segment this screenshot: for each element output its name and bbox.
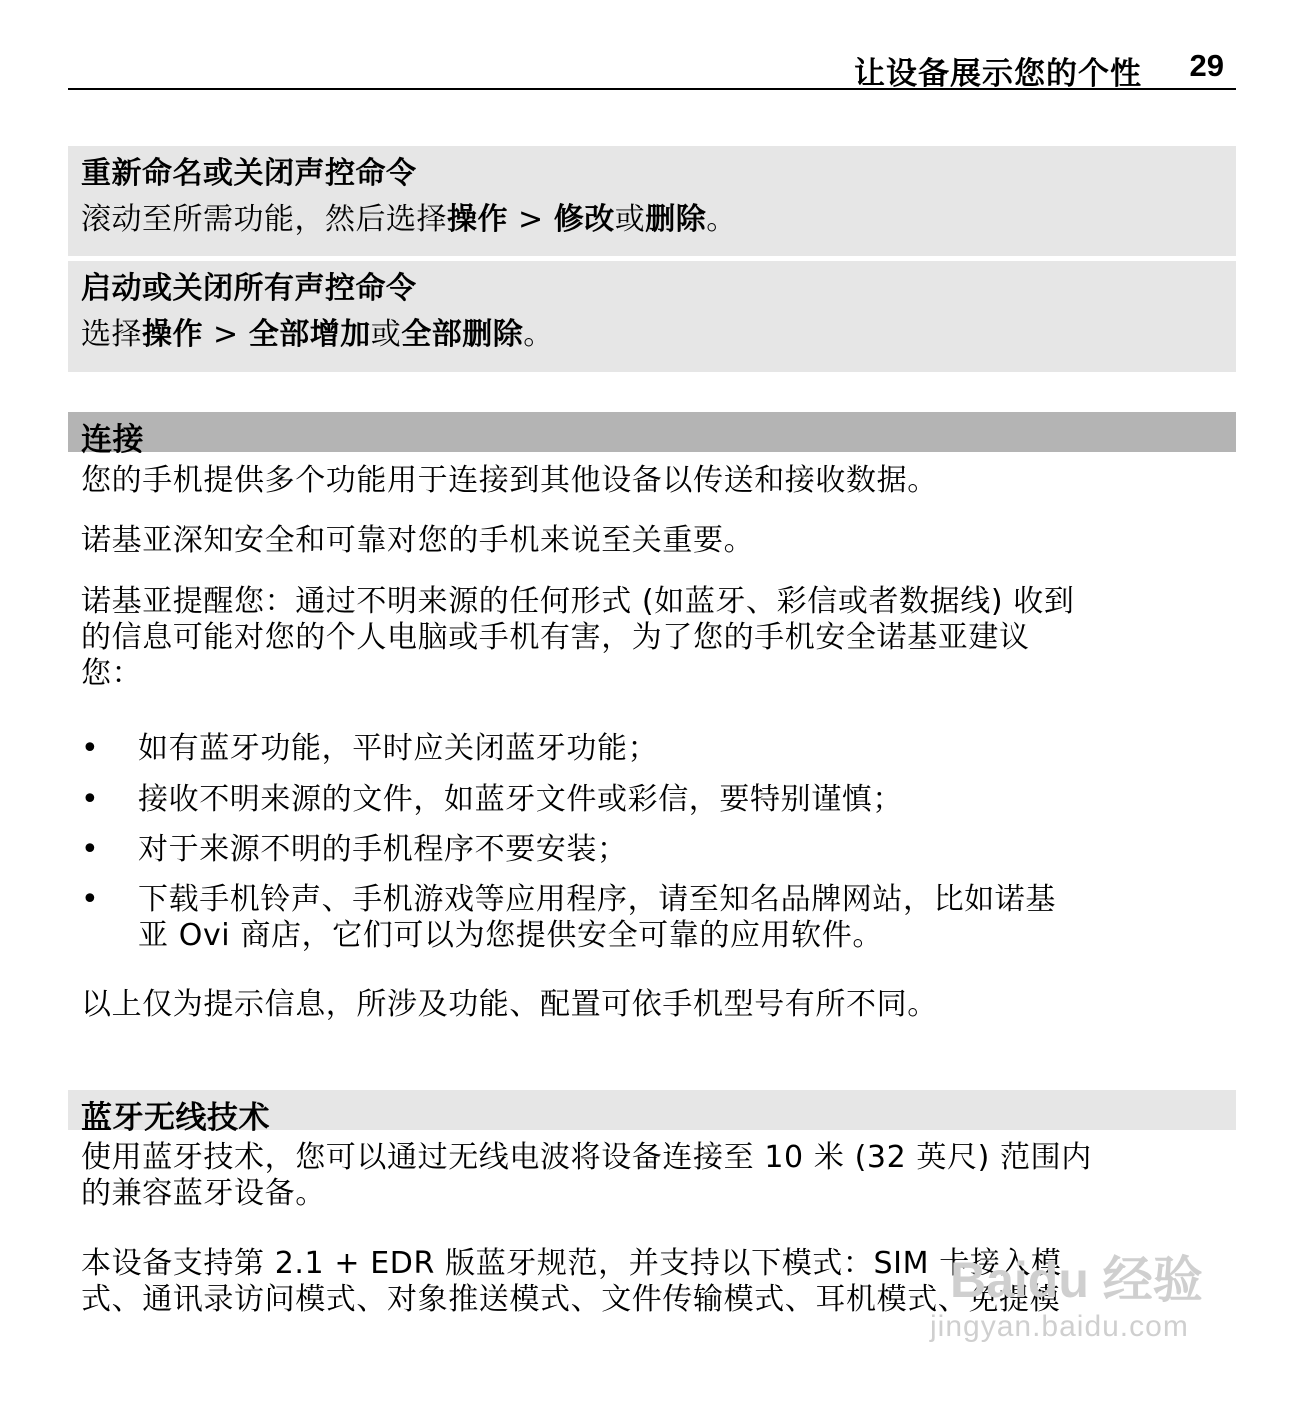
bullet-icon: •	[81, 882, 100, 917]
paragraph: 诺基亚深知安全和可靠对您的手机来说至关重要。	[81, 523, 755, 558]
watermark-url: jingyan.baidu.com	[930, 1310, 1189, 1343]
menu-edit: 修改	[553, 202, 615, 237]
chapter-title: 让设备展示您的个性	[854, 56, 1142, 92]
section-heading-bluetooth: 蓝牙无线技术	[68, 1090, 1236, 1130]
tip-title: 重新命名或关闭声控命令	[81, 156, 417, 191]
bullet-icon: •	[81, 832, 100, 867]
tip-line: 选择操作 > 全部增加或全部删除。	[81, 317, 554, 352]
menu-delete: 删除	[645, 202, 707, 237]
paragraph: 使用蓝牙技术，您可以通过无线电波将设备连接至 10 米 (32 英尺) 范围内 的兼容蓝牙设备。	[81, 1140, 1092, 1211]
menu-delete-all: 全部删除	[401, 317, 524, 352]
paragraph: 本设备支持第 2.1 + EDR 版蓝牙规范，并支持以下模式：SIM 卡接入模 式、通讯录访问模式、对象推送模式、文件传输模式、耳机模式、免提模	[81, 1246, 1062, 1317]
menu-options: 操作	[447, 202, 508, 237]
tip-block-activate	[68, 261, 1236, 372]
bullet-icon: •	[81, 731, 100, 766]
paragraph: 您的手机提供多个功能用于连接到其他设备以传送和接收数据。	[81, 463, 938, 498]
tip-title: 启动或关闭所有声控命令	[81, 271, 417, 306]
menu-options: 操作	[142, 317, 203, 352]
tip-block-rename	[68, 146, 1236, 256]
paragraph-warning: 诺基亚提醒您：通过不明来源的任何形式 (如蓝牙、彩信或者数据线) 收到 的信息可能对您的个人电脑或手机有害，为了您的手机安全诺基亚建议 您：	[81, 584, 1075, 691]
running-header	[68, 44, 1236, 90]
watermark-brand: Baidu 经验	[950, 1252, 1203, 1308]
menu-add-all: 全部增加	[248, 317, 371, 352]
bullet-icon: •	[81, 782, 100, 817]
section-heading-connect: 连接	[68, 412, 1236, 452]
tip-line: 滚动至所需功能，然后选择操作 > 修改或删除。	[81, 202, 737, 237]
paragraph-note: 以上仅为提示信息，所涉及功能、配置可依手机型号有所不同。	[81, 987, 938, 1022]
page-number: 29	[1189, 48, 1224, 83]
